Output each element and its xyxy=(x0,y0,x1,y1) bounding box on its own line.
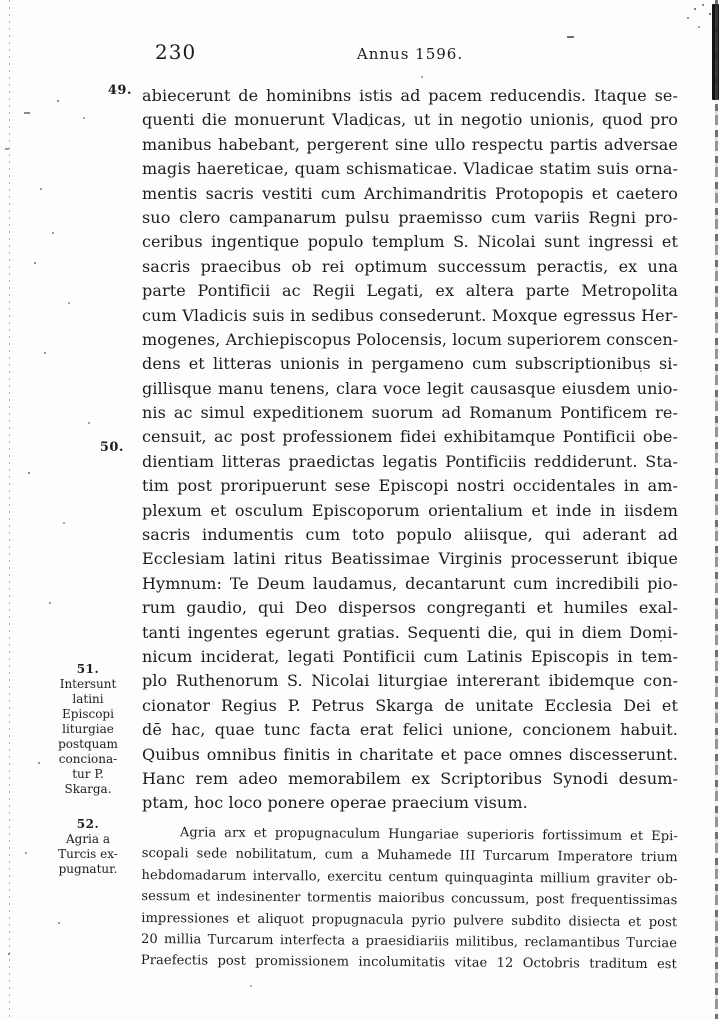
text-line: sacris praecibus ob rei optimum successum peractis, ex una xyxy=(142,256,678,276)
text-line: gillisque manu tenens, clara voce legit causasque eiusdem unio- xyxy=(142,378,678,398)
text-line: Agria arx et propugnaculum Hungariae superioris fortissimum et Epi- xyxy=(179,825,678,845)
scan-artifact-speckles xyxy=(0,0,2,2)
text-line: quenti die monuerunt Vladicas, ut in negotio unionis, quod pro xyxy=(142,110,678,130)
running-head: Annus 1596. xyxy=(356,45,464,63)
text-line: 20 millia Turcarum interfecta a praesidiariis militibus, reclamantibus Turciae xyxy=(141,931,678,952)
text-line: tur P. xyxy=(72,767,104,781)
text-line: mogenes, Archiepiscopus Polocensis, locum superiorem conscen- xyxy=(142,329,679,349)
text-line: Episcopi xyxy=(62,707,114,721)
margin-section-number-49: 49. xyxy=(107,83,132,98)
text-line: impressiones et aliquot propugnacula pyrio pulvere subdito disiecta et post xyxy=(141,910,678,930)
scan-artifact-left-edge-line xyxy=(9,0,10,1019)
margin-section-number-51: 51. xyxy=(76,662,100,676)
text-line: mentis sacris vestiti cum Archimandritis Protopopis et caetero xyxy=(142,183,678,203)
margin-note-52-lines xyxy=(40,832,136,877)
text-line: pugnatur. xyxy=(58,862,118,876)
text-line: plo Ruthenorum S. Nicolai liturgiae intererant ibidemque con- xyxy=(142,671,678,691)
margin-note-52 xyxy=(40,817,136,877)
text-line: Hymnum: Te Deum laudamus, decantarunt cum incredibili pio- xyxy=(142,573,678,593)
text-line: Praefectis post promissionem incolumitatis vitae 12 Octobris traditum est xyxy=(140,953,677,973)
text-line: Quibus omnibus finitis in charitate et pace omnes discesserunt. xyxy=(142,744,678,764)
scan-artifact-dash xyxy=(567,36,574,38)
text-line: dientiam litteras praedictas legatis Pontificiis reddiderunt. Sta- xyxy=(142,451,678,471)
text-line: Turcis ex- xyxy=(58,847,118,861)
text-line: scopali sede nobilitatum, cum a Muhamede III Turcarum Imperatore trium xyxy=(141,846,678,866)
text-line: dē hac, quae tunc facta erat felici unione, concionem habuit. xyxy=(142,720,678,740)
text-line: postquam xyxy=(58,737,118,751)
text-line: sacris indumentis cum toto populo aliisque, qui aderant ad xyxy=(142,525,678,545)
text-line: cionator Regius P. Petrus Skarga de unitate Ecclesia Dei et xyxy=(142,695,678,715)
margin-section-number-50: 50. xyxy=(99,440,124,455)
text-line: magis haereticae, quam schismaticae. Vladicae statim suis orna- xyxy=(142,159,678,179)
text-line: Intersunt xyxy=(59,677,117,691)
text-line: Skarga. xyxy=(64,782,112,796)
text-line: nicum inciderat, legati Pontificii cum Latinis Episcopis in tem- xyxy=(142,646,678,666)
text-line: hebdomadarum intervallo, exercitu centum quinquaginta millium graviter ob- xyxy=(141,867,678,887)
text-line: cum Vladicis suis in sedibus consederunt. Moxque egressus Her- xyxy=(142,305,678,325)
text-line: ceribus ingentique populo templum S. Nicolai sunt ingressi et xyxy=(142,232,678,252)
small-text-block xyxy=(141,822,678,976)
text-line: liturgiae xyxy=(62,722,114,736)
text-line: dens et litteras unionis in pergameno cum subscriptionibus si- xyxy=(142,354,678,374)
text-line: plexum et osculum Episcoporum orientalium et inde in iisdem xyxy=(142,500,678,520)
text-line: tanti ingentes egerunt gratias. Sequenti die, qui in diem Domi- xyxy=(142,622,678,642)
text-line: sessum et indesinenter tormentis maioribus concussum, post frequentissimas xyxy=(141,889,678,909)
text-line: rum gaudio, qui Deo dispersos congreganti et humiles exal- xyxy=(142,598,678,618)
text-line: nis ac simul expeditionem suorum ad Romanum Pontificem re- xyxy=(142,403,678,423)
text-line: Agria a xyxy=(65,832,111,846)
text-line: suo clero campanarum pulsu praemisso cum variis Regni pro- xyxy=(142,207,678,227)
scan-artifact-right-edge-line xyxy=(715,0,718,1019)
text-line: censuit, ac post professionem fidei exhibitamque Pontificii obe- xyxy=(142,427,678,447)
text-line: Ecclesiam latini ritus Beatissimae Virginis processerunt ibique xyxy=(142,549,678,569)
text-line: tim post proripuerunt sese Episcopi nostri occidentales in am- xyxy=(142,476,678,496)
text-line: ptam, hoc loco ponere operae praecium visum. xyxy=(142,793,528,813)
page-number: 230 xyxy=(155,40,197,64)
text-line: parte Pontificii ac Regii Legati, ex altera parte Metropolita xyxy=(142,281,678,301)
scan-artifact-dash xyxy=(5,148,9,150)
text-line: abiecerunt de hominibns istis ad pacem reducendis. Itaque se- xyxy=(142,86,678,105)
margin-note-51-lines xyxy=(40,677,136,797)
text-line: latini xyxy=(72,692,104,706)
text-line: manibus habebant, pergerent sine ullo respectu partis adversae xyxy=(142,134,678,154)
main-text-block xyxy=(142,84,678,816)
margin-note-51 xyxy=(40,662,136,797)
scan-artifact-dash xyxy=(24,112,30,114)
margin-section-number-52: 52. xyxy=(76,817,100,831)
text-line: Hanc rem adeo memorabilem ex Scriptoribus Synodi desum- xyxy=(142,768,678,788)
text-line: conciona- xyxy=(58,752,118,766)
